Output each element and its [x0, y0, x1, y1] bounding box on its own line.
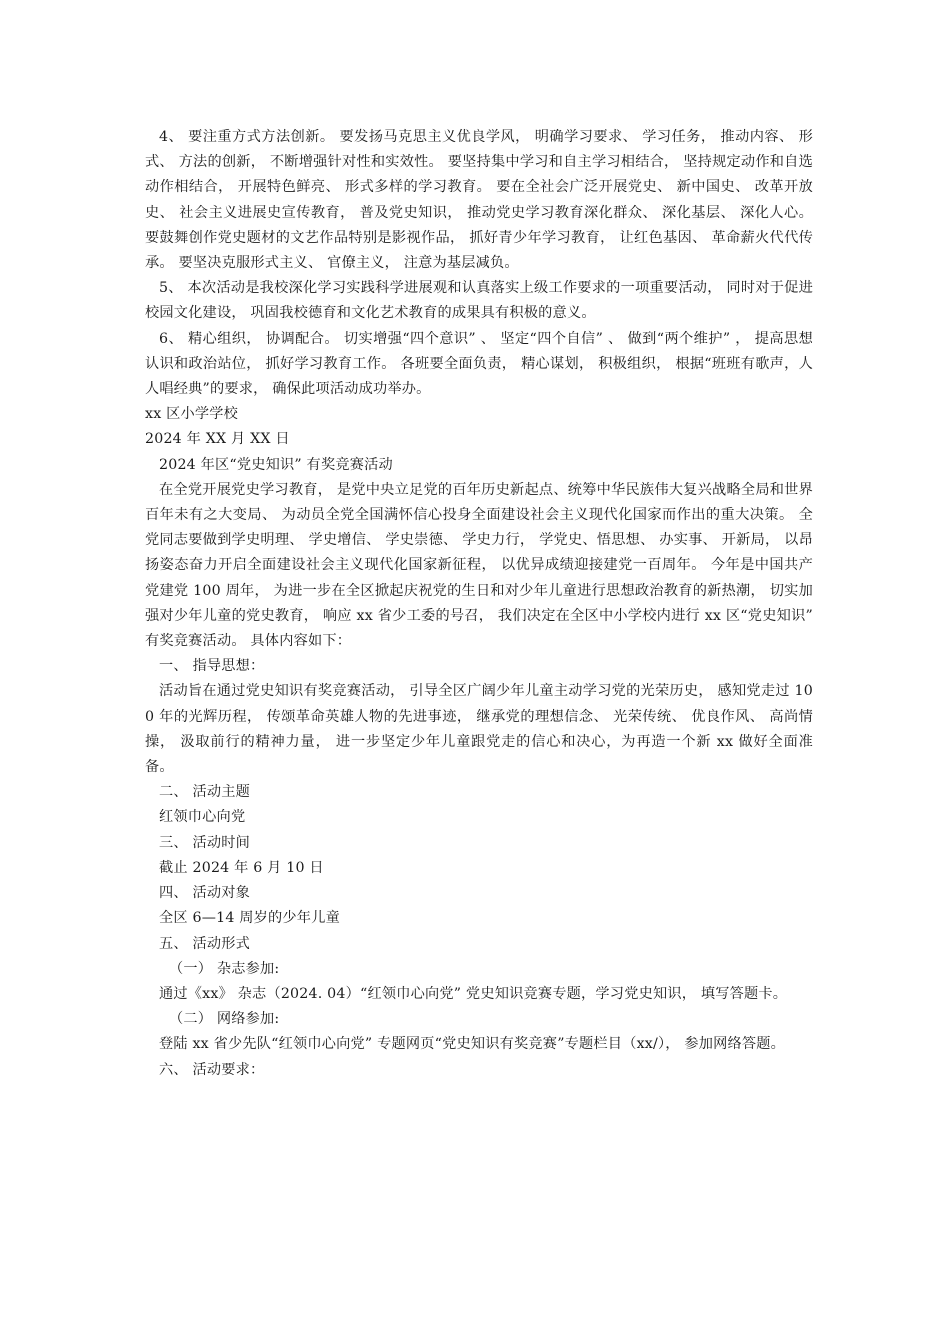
intro-paragraph: 在全党开展党史学习教育， 是党中央立足党的百年历史新起点、统筹中华民族伟大复兴战略全局和世界百年未有之大变局、 为动员全党全国满怀信心投身全面建设社会主义现代化国家而作出的重大决策。 全党同志要做到学史明理、 学史增信、 学史崇德、 学史力行， 学党史、悟思想、 办实事、 开新局， 以昂扬姿态奋力开启全面建设社会主义现代化国家新征程， 以优异成绩迎接建党一百周年。 今年是中国共产党建党 100 周年， 为进一步在全区掀起庆祝党的生日和对少年儿童进行思想政治教育的新热潮， 切实加强对少年儿童的党史教育， 响应 xx 省少工委的号召， 我们决定在全区中小学校内进行 xx 区“党史知识” 有奖竞赛活动。 具体内容如下： [145, 481, 813, 650]
time-text: 截止 2024 年 6 月 10 日 [159, 859, 324, 876]
section-heading-guiding: 一、 指导思想： [159, 658, 265, 675]
document-page [145, 125, 813, 1083]
signature-date: 2024 年 XX 月 XX 日 [145, 431, 290, 448]
section-heading-theme: 二、 活动主题 [159, 784, 251, 801]
theme-text: 红领巾心向党 [159, 809, 246, 826]
form-magazine-text: 通过《xx》 杂志（2024. 04）“红领巾心向党” 党史知识竞赛专题，学习党史知识， 填写答题卡。 [159, 985, 788, 1002]
target-text: 全区 6—14 周岁的少年儿童 [159, 910, 340, 927]
form-online-label: （二） 网络参加: [169, 1011, 280, 1028]
document-title: 2024 年区“党史知识” 有奖竞赛活动 [159, 456, 393, 473]
form-online-text: 登陆 xx 省少先队“红领巾心向党” 专题网页“党史知识有奖竞赛”专题栏目（xx/）， 参加网络答题。 [159, 1036, 786, 1053]
form-magazine-label: （一） 杂志参加: [169, 960, 280, 977]
section-heading-target: 四、 活动对象 [159, 885, 251, 902]
section-heading-requirements: 六、 活动要求： [159, 1061, 265, 1078]
paragraph-item-6: 6、 精心组织， 协调配合。 切实增强“四个意识” 、 坚定“四个自信” 、 做到“两个维护” ， 提高思想认识和政治站位， 抓好学习教育工作。 各班要全面负责， 精心谋划， 积极组织， 根据“班班有歌声，人人唱经典”的要求， 确保此项活动成功举办。 [145, 330, 813, 398]
signature-school: xx 区小学学校 [145, 406, 239, 423]
paragraph-item-5: 5、 本次活动是我校深化学习实践科学进展观和认真落实上级工作要求的一项重要活动， 同时对于促进校园文化建设， 巩固我校德育和文化艺术教育的成果具有积极的意义。 [145, 280, 813, 322]
paragraph-item-4: 4、 要注重方式方法创新。 要发扬马克思主义优良学风， 明确学习要求、 学习任务， 推动内容、 形式、 方法的创新， 不断增强针对性和实效性。 要坚持集中学习和自主学习相结合， 坚持规定动作和自选动作相结合， 开展特色鲜亮、 形式多样的学习教育。 要在全社会广泛开展党史、 新中国史、 改革开放史、 社会主义进展史宣传教育， 普及党史知识， 推动党史学习教育深化群众、 深化基层、 深化人心。 要鼓舞创作党史题材的文艺作品特别是影视作品， 抓好青少年学习教育， 让红色基因、 革命薪火代代传承。 要坚决克服形式主义、 官僚主义， 注意为基层减负。 [145, 129, 813, 272]
section-heading-form: 五、 活动形式 [159, 935, 251, 952]
section-heading-time: 三、 活动时间 [159, 834, 251, 851]
guiding-paragraph: 活动旨在通过党史知识有奖竞赛活动， 引导全区广阔少年儿童主动学习党的光荣历史， 感知党走过 100 年的光辉历程， 传颂革命英雄人物的先进事迹， 继承党的理想信念、 光荣传统、 优良作风、 高尚情操， 汲取前行的精神力量， 进一步坚定少年儿童跟党走的信心和决心，为再造一个新 xx 做好全面准备。 [145, 683, 813, 776]
